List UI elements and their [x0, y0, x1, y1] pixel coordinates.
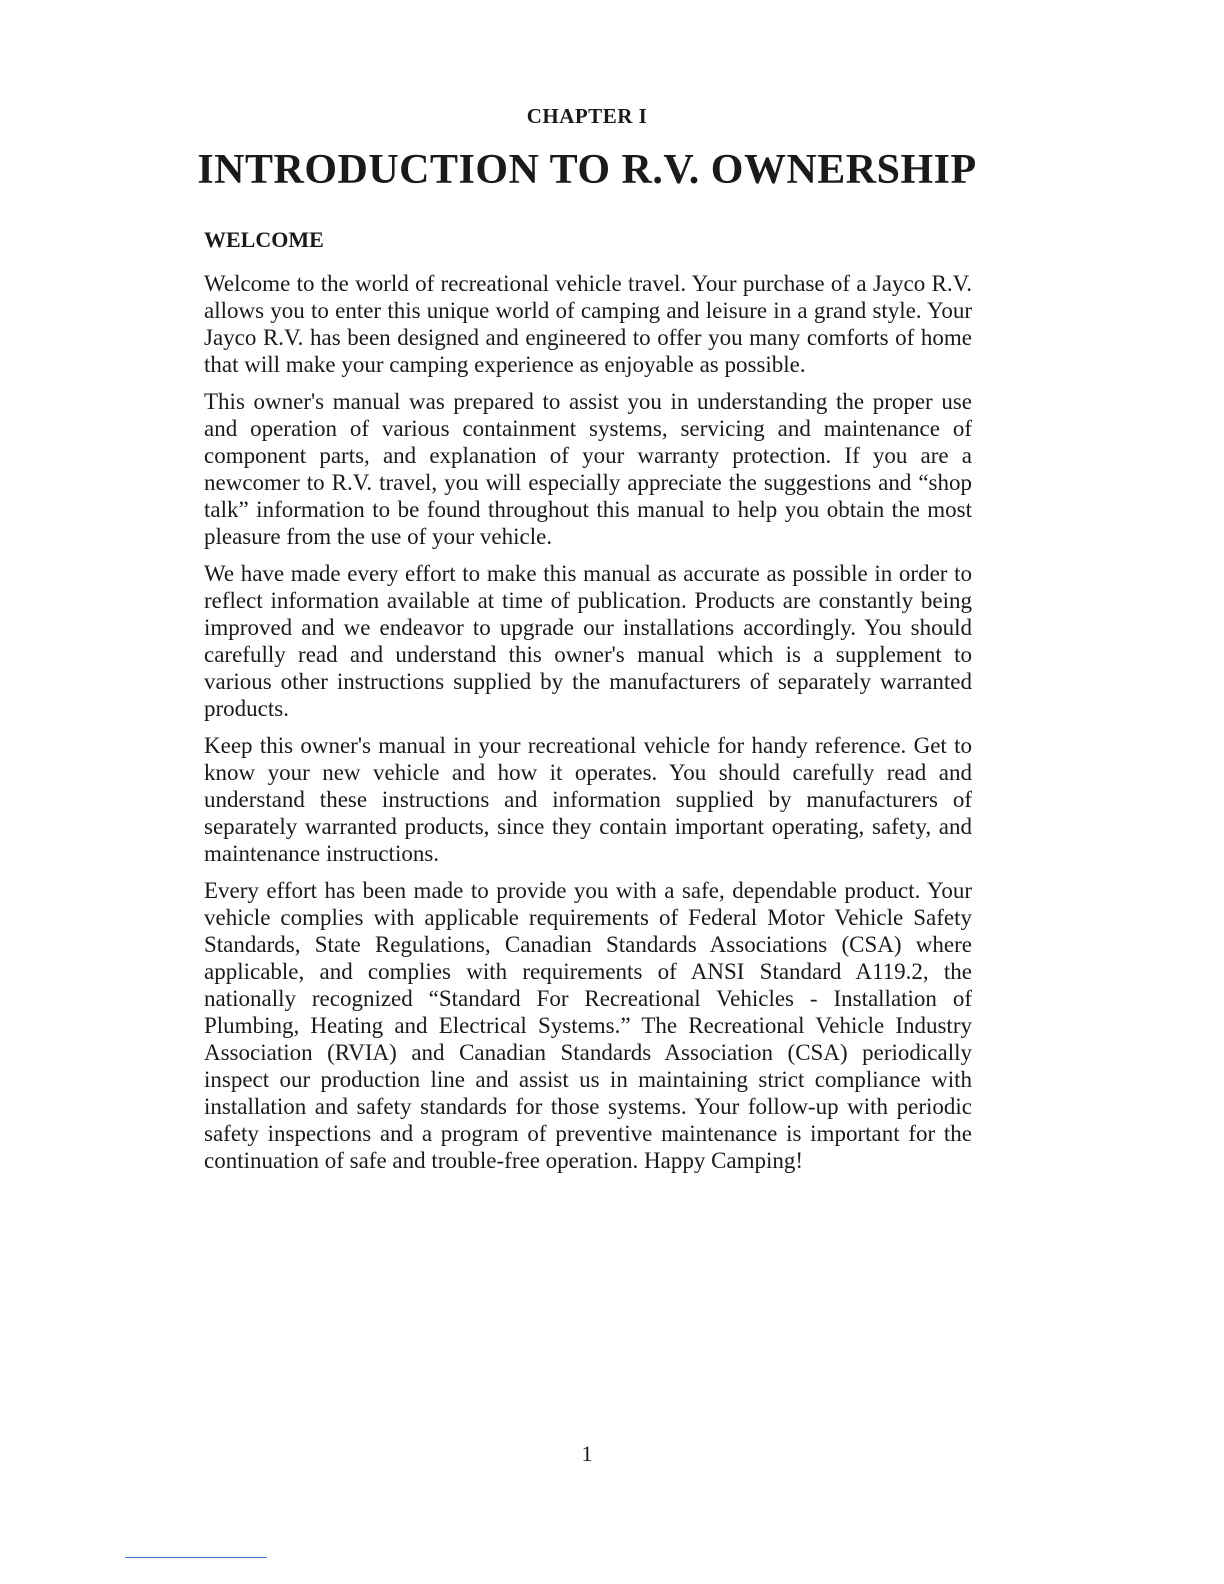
paragraph-safety-standards: Every effort has been made to provide you with a safe, dependable product. Your vehicle complies with applicable requirements of Federal Motor Vehicle Safety Standards, State Regulations, Canadian Standards Associations (CSA) where applicable, and complies with requirements of ANSI Standard A119.2, the nationally recognized “Standard For Recreational Vehicles - Installation of Plumbing, Heating and Electrical Systems.” The Recreational Vehicle Industry Association (RVIA) and Canadian Standards Association (CSA) periodically inspect our production line and assist us in maintaining strict compliance with installation and safety standards for those systems. Your follow-up with periodic safety inspections and a program of preventive maintenance is important for the continuation of safe and trouble-free operation. Happy Camping!: [204, 878, 972, 1173]
paragraph-manual-purpose: This owner's manual was prepared to assist you in understanding the proper use and operation of various containment systems, servicing and maintenance of component parts, and explanation of your warranty protection. If you are a newcomer to R.V. travel, you will especially appreciate the suggestions and “shop talk” information to be found throughout this manual to help you obtain the most pleasure from the use of your vehicle.: [204, 389, 972, 549]
chapter-title: INTRODUCTION TO R.V. OWNERSHIP: [197, 147, 977, 193]
body-text: [204, 270, 972, 1184]
paragraph-welcome: Welcome to the world of recreational vehicle travel. Your purchase of a Jayco R.V. allows you to enter this unique world of camping and leisure in a grand style. Your Jayco R.V. has been designed and engineered to offer you many comforts of home that will make your camping experience as enjoyable as possible.: [204, 271, 972, 377]
page-number: 1: [581, 1441, 593, 1466]
paragraph-keep-manual: Keep this owner's manual in your recreational vehicle for handy reference. Get to know your new vehicle and how it operates. You should carefully read and understand these instructions and information supplied by manufacturers of separately warranted products, since they contain important operating, safety, and maintenance instructions.: [204, 733, 972, 866]
section-heading: WELCOME: [204, 227, 324, 252]
paragraph-accuracy: We have made every effort to make this manual as accurate as possible in order to reflect information available at time of publication. Products are constantly being improved and we endeavor to upgrade our installations accordingly. You should carefully read and understand this owner's manual which is a supplement to various other instructions supplied by the manufacturers of separately warranted products.: [204, 561, 972, 721]
chapter-label: CHAPTER I: [526, 104, 648, 128]
corner-rule: [125, 1557, 267, 1558]
